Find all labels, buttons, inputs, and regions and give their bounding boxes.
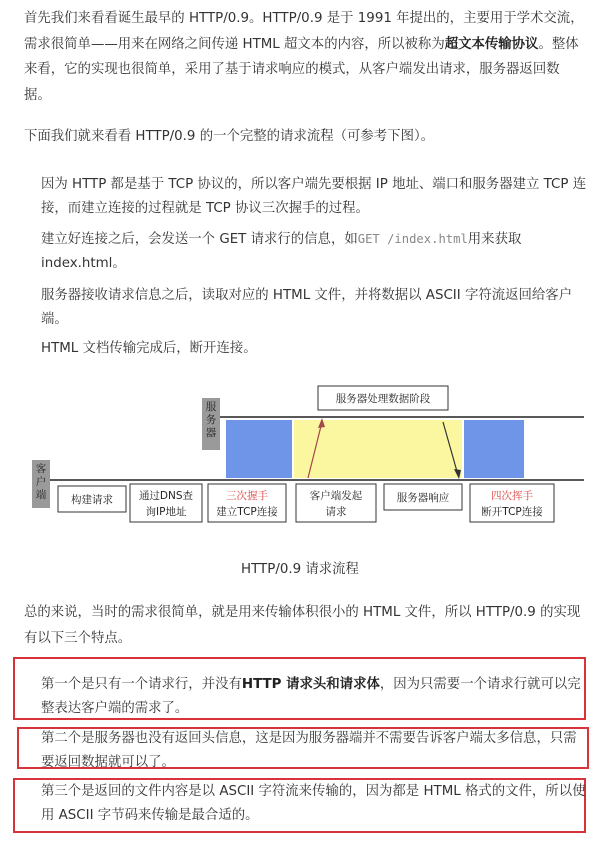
handshake3-label-2: 建立TCP连接 (216, 506, 278, 518)
feature-1-bold: HTTP 请求头和请求体 (241, 677, 380, 692)
client-send-label-2: 请求 (325, 506, 347, 518)
http09-flow-diagram (28, 380, 588, 530)
feature-1-text-2: ，因为只需要一个请求行就可以完整表达客户端的需求了。 (41, 677, 581, 716)
diagram-caption: HTTP/0.9 请求流程 (241, 562, 359, 577)
build-request-label: 构建请求 (71, 494, 113, 506)
feature-1 (41, 673, 589, 721)
flow-intro-paragraph: 下面我们就来看看 HTTP/0.9 的一个完整的请求流程（可参考下图）。 (24, 129, 435, 144)
server-stage-label: 服务器处理数据阶段 (335, 393, 431, 405)
step-2-text: 建立好连接之后，会发送一个 GET 请求行的信息，如 (41, 232, 358, 247)
step-2 (41, 227, 589, 276)
server-process-bar (294, 420, 462, 478)
summary-paragraph: 总的来说，当时的需求很简单，就是用来传输体积很小的 HTML 文件，所以 HTTP/0.9 的实现有以下三个特点。 (24, 605, 581, 646)
handshake4-label-2: 断开TCP连接 (481, 506, 543, 518)
intro-paragraph (24, 6, 586, 108)
intro-bold: 超文本传输协议 (444, 36, 539, 52)
handshake-bar (226, 420, 292, 478)
client-send-label-1: 客户端发起 (309, 490, 363, 502)
feature-3: 第三个是返回的文件内容是以 ASCII 字符流来传输的，因为都是 HTML 格式的文件，所以使用 ASCII 字节码来传输是最合适的。 (41, 784, 586, 823)
dns-label-2: 询IP地址 (145, 506, 187, 518)
step-4: HTML 文档传输完成后，断开连接。 (41, 341, 257, 356)
step-1: 因为 HTTP 都是基于 TCP 协议的，所以客户端先要根据 IP 地址、端口和服务器建立 TCP 连接，而建立连接的过程就是 TCP 协议三次握手的过程。 (41, 177, 587, 216)
server-label-char-2: 务 (205, 414, 217, 426)
handshake3-label-1: 三次握手 (226, 490, 268, 502)
step-2-text-2: 用来获取 index.html。 (41, 232, 522, 271)
feature-2: 第二个是服务器也没有返回头信息，这是因为服务器端并不需要告诉客户端太多信息，只需要返回数据就可以了。 (41, 731, 577, 770)
close-bar (464, 420, 524, 478)
dns-label-1: 通过DNS查 (138, 490, 194, 502)
client-label-char-1: 客 (35, 463, 47, 475)
feature-1-text: 第一个是只有一个请求行，并没有 (41, 677, 242, 692)
step-3: 服务器接收请求信息之后，读取对应的 HTML 文件，并将数据以 ASCII 字符流返回给客户端。 (41, 288, 573, 327)
inline-code: GET /index.html (357, 232, 468, 246)
client-label-char-2: 户 (35, 476, 47, 488)
intro-text-2: 。整体来看，它的实现也很简单，采用了基于请求响应的模式，从客户端发出请求，服务器返回数据。 (24, 36, 579, 103)
client-label-char-3: 端 (35, 489, 47, 501)
server-label-char-3: 器 (205, 427, 217, 439)
intro-text: 首先我们来看看诞生最早的 HTTP/0.9。HTTP/0.9 是于 1991 年提出的，主要用于学术交流，需求很简单——用来在网络之间传递 HTML 超文本的内容，所以被称为 (24, 11, 584, 52)
handshake4-label-1: 四次挥手 (491, 490, 533, 502)
server-response-label: 服务器响应 (396, 492, 450, 504)
server-label-char-1: 服 (205, 401, 217, 413)
